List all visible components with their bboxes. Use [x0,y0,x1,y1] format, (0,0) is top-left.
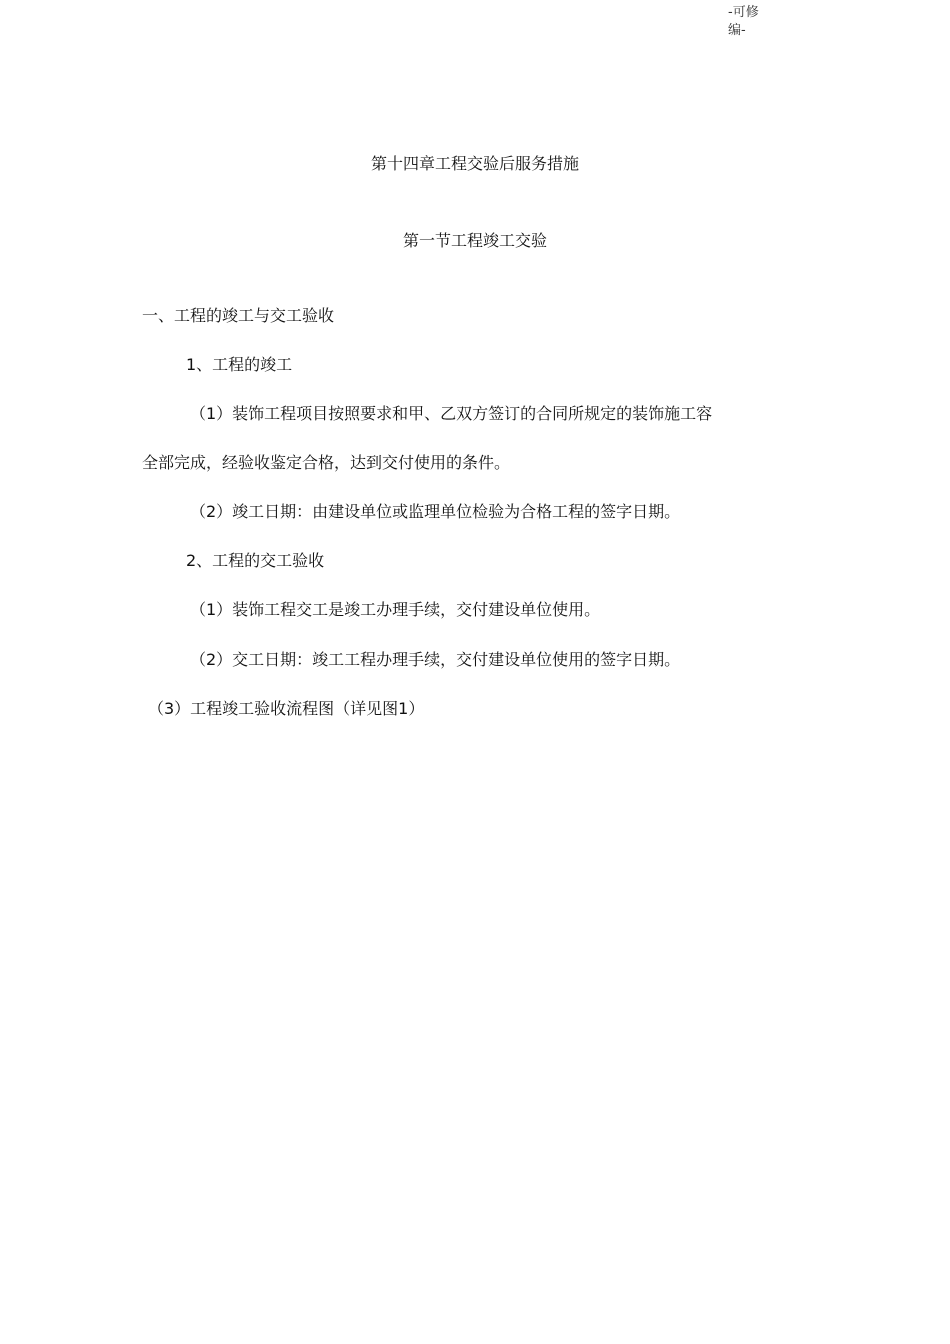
section-title: 第一节工程竣工交验 [402,231,547,250]
paragraph-completion-date: （2）竣工日期：由建设单位或监理单位检验为合格工程的签字日期。 [190,502,681,521]
paragraph-1-line-1: （1）装饰工程项目按照要求和甲、乙双方签订的合同所规定的装饰施工容 [190,404,713,423]
paragraph-handover: （1）装饰工程交工是竣工办理手续，交付建设单位使用。 [190,600,601,619]
paragraph-1-line-2: 全部完成，经验收鉴定合格，达到交付使用的条件。 [142,453,511,472]
subheading-handover-acceptance: 2、工程的交工验收 [186,551,325,570]
paragraph-flowchart-reference: （3）工程竣工验收流程图（详见图1） [148,699,425,718]
editable-note: -可修编- [728,5,759,38]
paragraph-handover-date: （2）交工日期：竣工工程办理手续，交付建设单位使用的签字日期。 [190,650,681,669]
heading-completion-and-acceptance: 一、工程的竣工与交工验收 [142,306,335,325]
subheading-project-completion: 1、工程的竣工 [186,355,293,374]
chapter-title: 第十四章工程交验后服务措施 [370,154,579,173]
